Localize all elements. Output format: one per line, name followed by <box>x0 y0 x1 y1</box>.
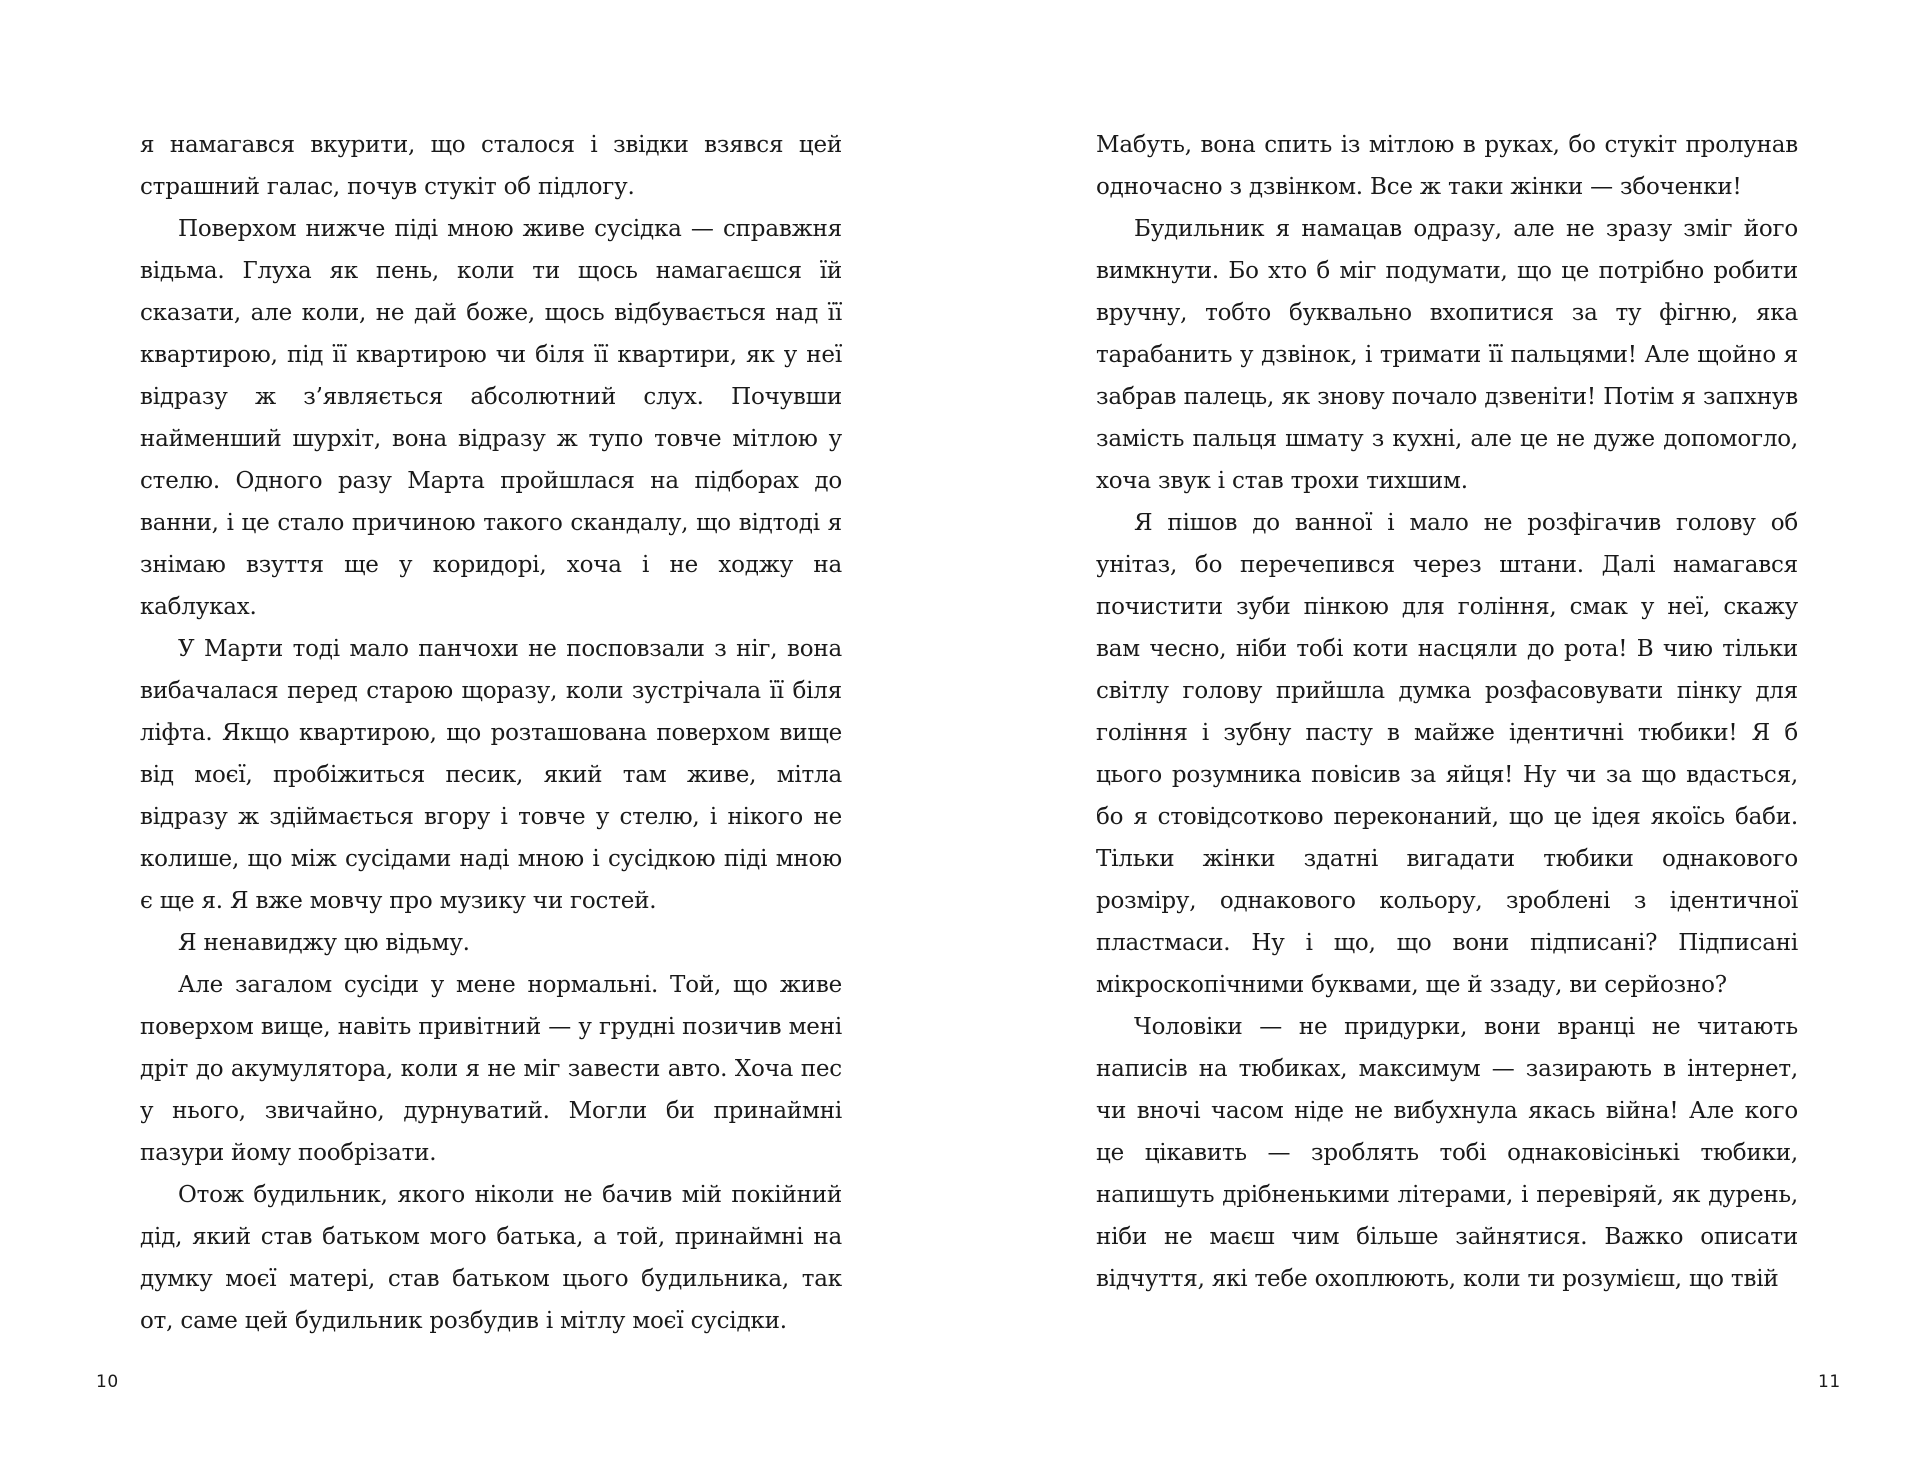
left-paragraph-1: я намагався вкурити, що сталося і звідки взявся цей страшний галас, почув стукіт об підлогу. <box>140 132 842 200</box>
left-paragraph-5: Але загалом сусіди у мене нормальні. Той, що живе поверхом вище, навіть привітний — у грудні позичив мені дріт до акумулятора, коли я не міг завести авто. Хоча пес у нього, звичайно, дурнуватий. Могли би принаймні пазури йому пообрізати. <box>140 972 842 1166</box>
right-page <box>1096 124 1798 1300</box>
left-paragraph-4: Я ненавиджу цю відьму. <box>178 930 470 956</box>
left-paragraph-3: У Марти тоді мало панчохи не посповзали з ніг, вона вибачалася перед старою щоразу, коли зустрічала її біля ліфта. Якщо квартирою, що розташована поверхом вище від моєї, пробіжиться песик, який там живе, мітла відразу ж здіймається вгору і товче у стелю, і нікого не колише, що між сусідами наді мною і сусідкою піді мною є ще я. Я вже мовчу про музику чи гостей. <box>140 636 842 914</box>
left-page <box>140 124 842 1342</box>
right-paragraph-3: Я пішов до ванної і мало не розфігачив голову об унітаз, бо перечепився через штани. Далі намагався почистити зуби пінкою для гоління, смак у неї, скажу вам чесно, ніби тобі коти насцяли до рота! В чию тільки світлу голову прийшла думка розфасовувати пінку для гоління і зубну пасту в майже ідентичні тюбики! Я б цього розумника повісив за яйця! Ну чи за що вдасться, бо я стовідсотково переконаний, що це ідея якоїсь баби. Тільки жінки здатні вигадати тюбики однакового розміру, однакового кольору, зроблені з ідентичної пластмаси. Ну і що, що вони підписані? Підписані мікроскопічними буквами, ще й ззаду, ви серйозно? <box>1096 510 1798 998</box>
right-paragraph-1: Мабуть, вона спить із мітлою в руках, бо стукіт пролунав одночасно з дзвінком. Все ж таки жінки — збоченки! <box>1096 132 1798 200</box>
left-paragraph-2: Поверхом нижче піді мною живе сусідка — справжня відьма. Глуха як пень, коли ти щось намагаєшся їй сказати, але коли, не дай боже, щось відбувається над її квартирою, під її квартирою чи біля її квартири, як у неї відразу ж з’являється абсолютний слух. Почувши найменший шурхіт, вона відразу ж тупо товче мітлою у стелю. Одного разу Марта пройшлася на підборах до ванни, і це стало причиною такого скандалу, що відтоді я знімаю взуття ще у коридорі, хоча і не ходжу на каблуках. <box>140 216 842 620</box>
page-number-right: 11 <box>1818 1372 1841 1392</box>
page-number-left: 10 <box>96 1372 119 1392</box>
right-paragraph-4: Чоловіки — не придурки, вони вранці не читають написів на тюбиках, максимум — зазирають в інтернет, чи вночі часом ніде не вибухнула якась війна! Але кого це цікавить — зроблять тобі однаковісінькі тюбики, напишуть дрібненькими літерами, і перевіряй, як дурень, ніби не маєш чим більше зайнятися. Важко описати відчуття, які тебе охоплюють, коли ти розумієш, що твій <box>1096 1014 1798 1292</box>
left-paragraph-6: Отож будильник, якого ніколи не бачив мій покійний дід, який став батьком мого батька, а той, принаймні на думку моєї матері, став батьком цього будильника, так от, саме цей будильник розбудив і мітлу моєї сусідки. <box>140 1182 842 1334</box>
right-paragraph-2: Будильник я намацав одразу, але не зразу зміг його вимкнути. Бо хто б міг подумати, що це потрібно робити вручну, тобто буквально вхопитися за ту фігню, яка тарабанить у дзвінок, і тримати її пальцями! Але щойно я забрав палець, як знову почало дзвеніти! Потім я запхнув замість пальця шмату з кухні, але це не дуже допомогло, хоча звук і став трохи тихшим. <box>1096 216 1798 494</box>
